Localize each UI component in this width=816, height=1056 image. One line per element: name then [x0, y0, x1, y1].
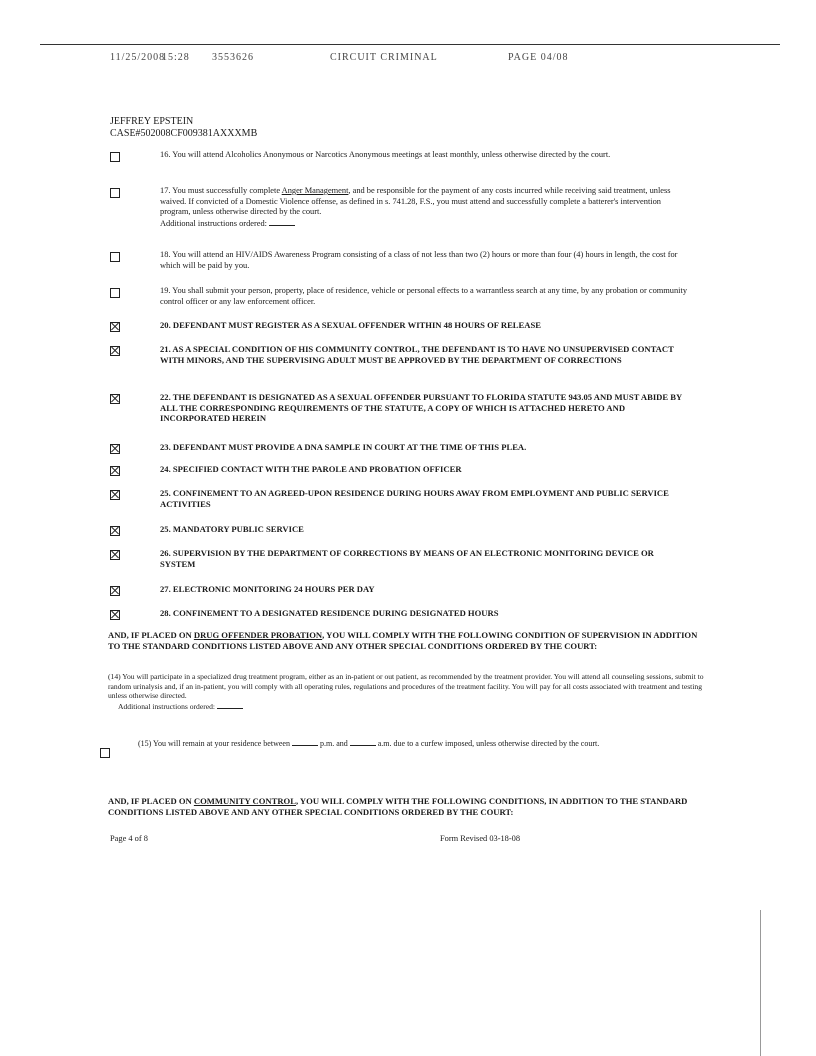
condition-14-text: (14) You will participate in a specialized drug treatment program, either as an in-patient or out patient, as recommended by the treatment provider. You will attend all counseling sessions, submit to random urinalysis and, if an in-patient, you will comply with all operating rules, regulations and procedures of the treatment facility. You will pay for all costs associated with treatment and testing unless otherwise directed.	[108, 672, 704, 701]
condition-15-text: (15) You will remain at your residence between p.m. and a.m. due to a curfew imposed, unless otherwise directed by the court.	[138, 739, 600, 748]
condition-17-text: 17. You must successfully complete Anger Management, and be responsible for the payment of any costs incurred while receiving said treatment, unless waived. If convicted of a Domestic Violence offense, as defined in s. 741.28, F.S., you must attend and successfully complete a batterer's intervention program, unless otherwise directed by the court. Additional instructions ordered:	[160, 186, 671, 228]
condition-22-checkbox[interactable]	[110, 394, 120, 404]
fax-page: PAGE 04/08	[508, 52, 569, 63]
condition-14-blank	[217, 701, 243, 709]
form-revision: Form Revised 03-18-08	[440, 834, 521, 843]
condition-19-text: 19. You shall submit your person, property, place of residence, vehicle or personal effects to a warrantless search at any time, by any probation or community control officer or any law enforcement officer.	[160, 286, 688, 306]
curfew-pm-blank	[292, 738, 318, 746]
curfew-am-blank	[350, 738, 376, 746]
condition-24-checkbox[interactable]	[110, 466, 120, 476]
condition-28-text: 28. CONFINEMENT TO A DESIGNATED RESIDENCE DURING DESIGNATED HOURS	[160, 608, 499, 618]
condition-28-checkbox[interactable]	[110, 610, 120, 620]
defendant-block	[110, 116, 257, 140]
scan-edge-line	[760, 910, 761, 1056]
condition-18-checkbox[interactable]	[110, 252, 120, 262]
condition-24-text: 24. SPECIFIED CONTACT WITH THE PAROLE AND PROBATION OFFICER	[160, 464, 462, 474]
condition-14-additional: Additional instructions ordered:	[118, 701, 216, 711]
condition-26-text: 26. SUPERVISION BY THE DEPARTMENT OF CORRECTIONS BY MEANS OF AN ELECTRONIC MONITORING DEVICE OR SYSTEM	[160, 548, 654, 569]
condition-18-text: 18. You will attend an HIV/AIDS Awareness Program consisting of a class of not less than two (2) hours or more than four (4) hours in length, the cost for which will be paid by you.	[160, 250, 678, 270]
case-number: CASE#502008CF009381AXXXMB	[110, 128, 258, 139]
condition-14	[108, 672, 708, 711]
condition-20-text: 20. DEFENDANT MUST REGISTER AS A SEXUAL OFFENDER WITHIN 48 HOURS OF RELEASE	[160, 320, 541, 330]
fax-number: 3553626	[212, 52, 254, 63]
fax-header-rule	[40, 44, 780, 45]
condition-16-checkbox[interactable]	[110, 152, 120, 162]
anger-management-link-text: Anger Management	[281, 186, 349, 195]
condition-22-text: 22. THE DEFENDANT IS DESIGNATED AS A SEXUAL OFFENDER PURSUANT TO FLORIDA STATUTE 943.05 AND MUST ABIDE BY ALL THE CORRESPONDING REQUIREMENTS OF THE STATUTE, A COPY OF WHICH IS ATTACHED HERETO AND INCORPORATED HEREIN	[160, 392, 682, 424]
condition-20-checkbox[interactable]	[110, 322, 120, 332]
condition-19-checkbox[interactable]	[110, 288, 120, 298]
condition-16-text: 16. You will attend Alcoholics Anonymous or Narcotics Anonymous meetings at least monthly, unless otherwise directed by the court.	[160, 150, 611, 159]
condition-23-checkbox[interactable]	[110, 444, 120, 454]
condition-15-checkbox[interactable]	[100, 748, 110, 758]
condition-25-residence-text: 25. CONFINEMENT TO AN AGREED-UPON RESIDENCE DURING HOURS AWAY FROM EMPLOYMENT AND PUBLIC SERVICE ACTIVITIES	[160, 488, 669, 509]
fax-department: CIRCUIT CRIMINAL	[330, 52, 438, 63]
defendant-name: JEFFREY EPSTEIN	[110, 116, 194, 127]
condition-26-checkbox[interactable]	[110, 550, 120, 560]
condition-25-residence-checkbox[interactable]	[110, 490, 120, 500]
community-control-section-heading: AND, IF PLACED ON COMMUNITY CONTROL, YOU WILL COMPLY WITH THE FOLLOWING CONDITIONS, IN ADDITION TO THE STANDARD CONDITIONS LISTED ABOVE AND ANY OTHER SPECIAL CONDITIONS ORDERED BY THE COURT:	[108, 796, 688, 817]
condition-25-public-service-text: 25. MANDATORY PUBLIC SERVICE	[160, 524, 304, 534]
fax-time: 15:28	[162, 52, 190, 63]
condition-27-checkbox[interactable]	[110, 586, 120, 596]
condition-21-text: 21. AS A SPECIAL CONDITION OF HIS COMMUNITY CONTROL, THE DEFENDANT IS TO HAVE NO UNSUPERVISED CONTACT WITH MINORS, AND THE SUPERVISING ADULT MUST BE APPROVED BY THE DEPARTMENT OF CORRECTIONS	[160, 344, 674, 365]
condition-17-checkbox[interactable]	[110, 188, 120, 198]
condition-27-text: 27. ELECTRONIC MONITORING 24 HOURS PER DAY	[160, 584, 375, 594]
condition-23-text: 23. DEFENDANT MUST PROVIDE A DNA SAMPLE IN COURT AT THE TIME OF THIS PLEA.	[160, 442, 527, 452]
fax-date: 11/25/2008	[110, 52, 166, 63]
page-number: Page 4 of 8	[110, 834, 148, 843]
condition-21-checkbox[interactable]	[110, 346, 120, 356]
condition-17-additional: Additional instructions ordered:	[160, 218, 267, 228]
condition-25-public-service-checkbox[interactable]	[110, 526, 120, 536]
condition-17-blank	[269, 218, 295, 226]
drug-offender-section-heading: AND, IF PLACED ON DRUG OFFENDER PROBATION, YOU WILL COMPLY WITH THE FOLLOWING CONDITION OF SUPERVISION IN ADDITION TO THE STANDARD CONDITIONS LISTED ABOVE AND ANY OTHER SPECIAL CONDITIONS ORDERED BY THE COURT:	[108, 630, 698, 651]
